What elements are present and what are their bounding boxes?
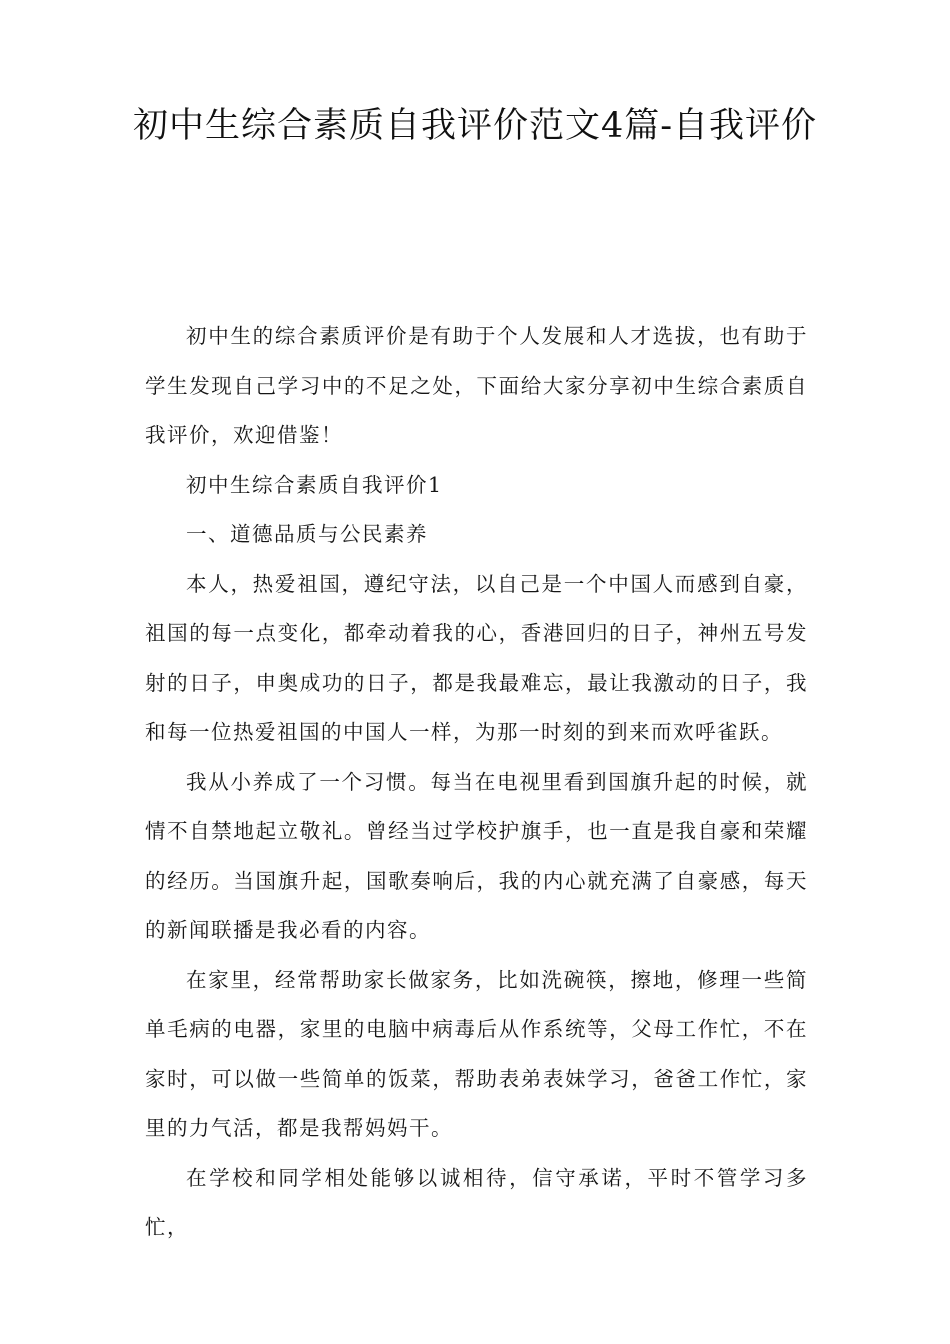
section-heading: 初中生综合素质自我评价1 bbox=[186, 472, 443, 497]
document-title: 初中生综合素质自我评价范文4篇-自我评价 bbox=[132, 106, 818, 146]
intro-paragraph: 初中生的综合素质评价是有助于个人发展和人才选拔，也有助于学生发现自己学习中的不足之处，下面给大家分享初中生综合素质自我评价，欢迎借鉴！ bbox=[145, 324, 808, 447]
body-paragraph: 本人，热爱祖国，遵纪守法，以自己是一个中国人而感到自豪，祖国的每一点变化，都牵动着我的心，香港回归的日子，神州五号发射的日子，申奥成功的日子，都是我最难忘，最让我激动的日子，我和每一位热爱祖国的中国人一样，为那一时刻的到来而欢呼雀跃。 bbox=[145, 571, 808, 744]
body-paragraph: 在家里，经常帮助家长做家务，比如洗碗筷，擦地，修理一些简单毛病的电器，家里的电脑中病毒后从作系统等，父母工作忙，不在家时，可以做一些简单的饭菜，帮助表弟表妹学习，爸爸工作忙，家里的力气活，都是我帮妈妈干。 bbox=[145, 967, 808, 1140]
subsection-heading: 一、道德品质与公民素养 bbox=[186, 522, 428, 546]
body-paragraph: 我从小养成了一个习惯。每当在电视里看到国旗升起的时候，就情不自禁地起立敬礼。曾经当过学校护旗手，也一直是我自豪和荣耀的经历。当国旗升起，国歌奏响后，我的内心就充满了自豪感，每天的新闻联播是我必看的内容。 bbox=[145, 769, 808, 942]
body-paragraph: 在学校和同学相处能够以诚相待，信守承诺，平时不管学习多忙， bbox=[145, 1165, 808, 1239]
document-body bbox=[145, 312, 808, 1253]
